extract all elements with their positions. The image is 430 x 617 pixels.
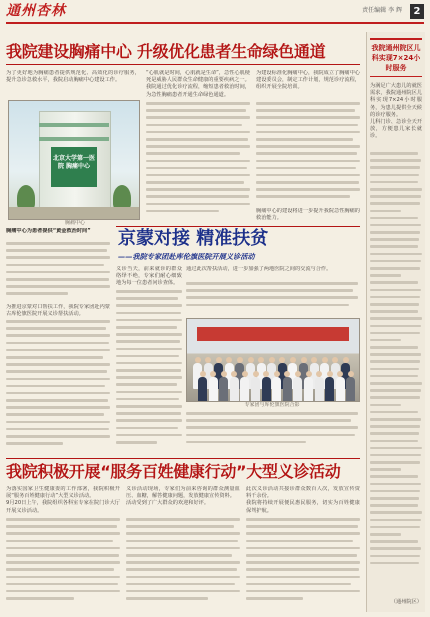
person-head	[274, 371, 280, 377]
story1-rule	[6, 64, 360, 65]
building-photo-caption: 胸痛中心	[64, 220, 85, 226]
person-head	[290, 357, 296, 363]
story3-column-3-text	[246, 518, 360, 610]
story3-col3-para1: 此次义诊活动共接诊群众数百人次，发放宣传资料千余份。	[246, 486, 360, 500]
person-figure	[240, 377, 249, 402]
story2-column-right-lead	[186, 266, 358, 278]
story3-column-2	[126, 486, 240, 514]
person-figure	[325, 377, 334, 402]
story1-column-3-end	[256, 208, 360, 222]
story2-mid-para: 义诊当天，前来就诊的群众络绎不绝，专家们耐心细致地为每一位患者问诊查体。	[116, 266, 182, 286]
story3-col2-para2: 活动受到了广大群众的欢迎和好评。	[126, 500, 210, 507]
person-figure	[346, 377, 355, 402]
person-head	[248, 357, 254, 363]
person-figure	[251, 377, 260, 402]
person-head	[343, 357, 349, 363]
person-figure	[198, 377, 207, 402]
story2-column-mid-lead	[116, 266, 182, 286]
story2-left-para: 为推进京蒙对口帮扶工作，我院专家团赴内蒙古库伦旗医院开展义诊帮扶活动。	[6, 304, 110, 318]
building-band	[39, 123, 109, 127]
story3-col1-para2: 9月20日上午，我院组织各科室专家在院门诊大厅开展义诊活动。	[6, 500, 120, 514]
story3-col1-para1: 为落实国家卫生健康委的工作部署，我院积极开展“服务百姓健康行动”大型义诊活动。	[6, 486, 120, 500]
story3-column-1	[6, 486, 120, 514]
person-head	[295, 371, 301, 377]
person-head	[242, 371, 248, 377]
building-band	[39, 137, 109, 141]
person-figure	[209, 377, 218, 402]
sidebar-para1: 为满足广大患儿的就医需求，我院通州院区儿科实现7×24小时服务，为患儿提供全天候的诊疗服务。	[370, 83, 422, 118]
person-head	[200, 371, 206, 377]
story1-col3-para1: 为建设标准化胸痛中心，我院成立了胸痛中心建设委员会，制定工作计划，规范诊疗流程，组织开展全院培训。	[256, 70, 360, 91]
sidebar-body-text	[370, 152, 422, 592]
expert-team-group-photo	[186, 318, 360, 402]
story1-column-3-text	[256, 102, 360, 220]
person-figure	[336, 377, 345, 402]
person-head	[253, 371, 259, 377]
sidebar-title: 我院通州院区儿科实现7×24小时服务	[371, 44, 421, 72]
story3-column-1-text	[6, 518, 120, 610]
page-number: 2	[410, 4, 424, 19]
person-head	[279, 357, 285, 363]
story1-column-3	[256, 70, 360, 100]
story1-col2-para1: “心肌就是时间，心肌就是生命”，急性心肌梗死是威胁人民群众生命健康的重要疾病之一。	[146, 70, 250, 84]
story1-column-1-text	[6, 242, 110, 300]
person-head	[237, 357, 243, 363]
story1-subhead	[6, 228, 110, 240]
story2-column-left-text	[6, 320, 110, 452]
story1-subheading: 胸痛中心为患者提供“黄金救治时间”	[6, 228, 91, 234]
person-head	[269, 357, 275, 363]
story2-column-right-bottom	[186, 412, 358, 452]
story3-col2-para1: 义诊活动现场，专家们为前来咨询的群众测量血压、血糖，解答健康问题，发放健康宣传资料。	[126, 486, 240, 500]
story2-subheadline: ——我院专家团赴库伦旗医院开展义诊活动	[118, 252, 255, 261]
person-head	[221, 371, 227, 377]
person-figure	[293, 377, 302, 402]
story2-column-mid-text	[116, 290, 182, 452]
story2-headline: 京蒙对接 精准扶贫	[118, 228, 269, 249]
masthead-logo: 通州杏林	[6, 3, 66, 19]
story2-rule	[116, 226, 360, 227]
story1-col3-para2: 胸痛中心的建设将进一步提升我院急性胸痛的救治能力。	[256, 208, 360, 222]
sidebar-notice	[366, 32, 425, 612]
story1-headline: 我院建设胸痛中心 升级优化患者生命绿色通道	[6, 42, 326, 61]
story1-column-2-text	[146, 102, 250, 220]
masthead	[6, 2, 424, 24]
story1-column-2	[146, 70, 250, 100]
story2-column-right-text	[186, 282, 358, 316]
story1-col1-para1: 为了更好地为胸痛患者提供规范化、高效化的诊疗服务，提升急诊急救水平，我院启动胸痛中心建设工作。	[6, 70, 140, 84]
person-head	[306, 371, 312, 377]
sidebar-title-box	[370, 38, 422, 77]
hospital-building-photo	[8, 100, 140, 220]
person-head	[205, 357, 211, 363]
person-figure	[283, 377, 292, 402]
person-head	[195, 357, 201, 363]
person-figure	[219, 377, 228, 402]
person-figure	[315, 377, 324, 402]
story3-headline: 我院积极开展“服务百姓健康行动”大型义诊活动	[6, 462, 341, 481]
red-banner	[197, 327, 349, 341]
story2-right-para: 通过此次帮扶活动，进一步加强了两地医院之间的交流与合作。	[186, 266, 332, 272]
story3-column-2-text	[126, 518, 240, 610]
person-head	[216, 357, 222, 363]
person-head	[327, 371, 333, 377]
person-head	[348, 371, 354, 377]
group-photo-caption: 专家团与库伦旗医院合影	[244, 402, 300, 408]
person-figure	[262, 377, 271, 402]
sidebar-para2: 儿科门诊、急诊全天开放，方便患儿家长就诊。	[370, 119, 422, 140]
story1-col2-para2: 我院通过优化诊疗流程，缩短患者救治时间，为急性胸痛患者开通生命绿色通道。	[146, 84, 250, 98]
chest-pain-center-sign: 北京大学第一医院 胸痛中心	[51, 147, 97, 187]
masthead-editor: 责任编辑 李 辉	[362, 7, 402, 14]
sidebar-text	[367, 83, 425, 141]
ground	[9, 207, 139, 219]
story3-column-3	[246, 486, 360, 514]
person-head	[322, 357, 328, 363]
story1-column-1-top	[6, 70, 140, 98]
person-figure	[272, 377, 281, 402]
person-head	[332, 357, 338, 363]
person-figure	[304, 377, 313, 402]
story2-column-left-lead	[6, 304, 110, 318]
person-head	[226, 357, 232, 363]
story3-rule	[6, 458, 360, 459]
sidebar-signature: （通州院区）	[390, 598, 422, 605]
story3-col3-para2: 我院将持续开展便民惠民服务，切实为百姓健康保驾护航。	[246, 500, 360, 514]
person-head	[311, 357, 317, 363]
person-head	[258, 357, 264, 363]
person-head	[301, 357, 307, 363]
person-figure	[230, 377, 239, 402]
